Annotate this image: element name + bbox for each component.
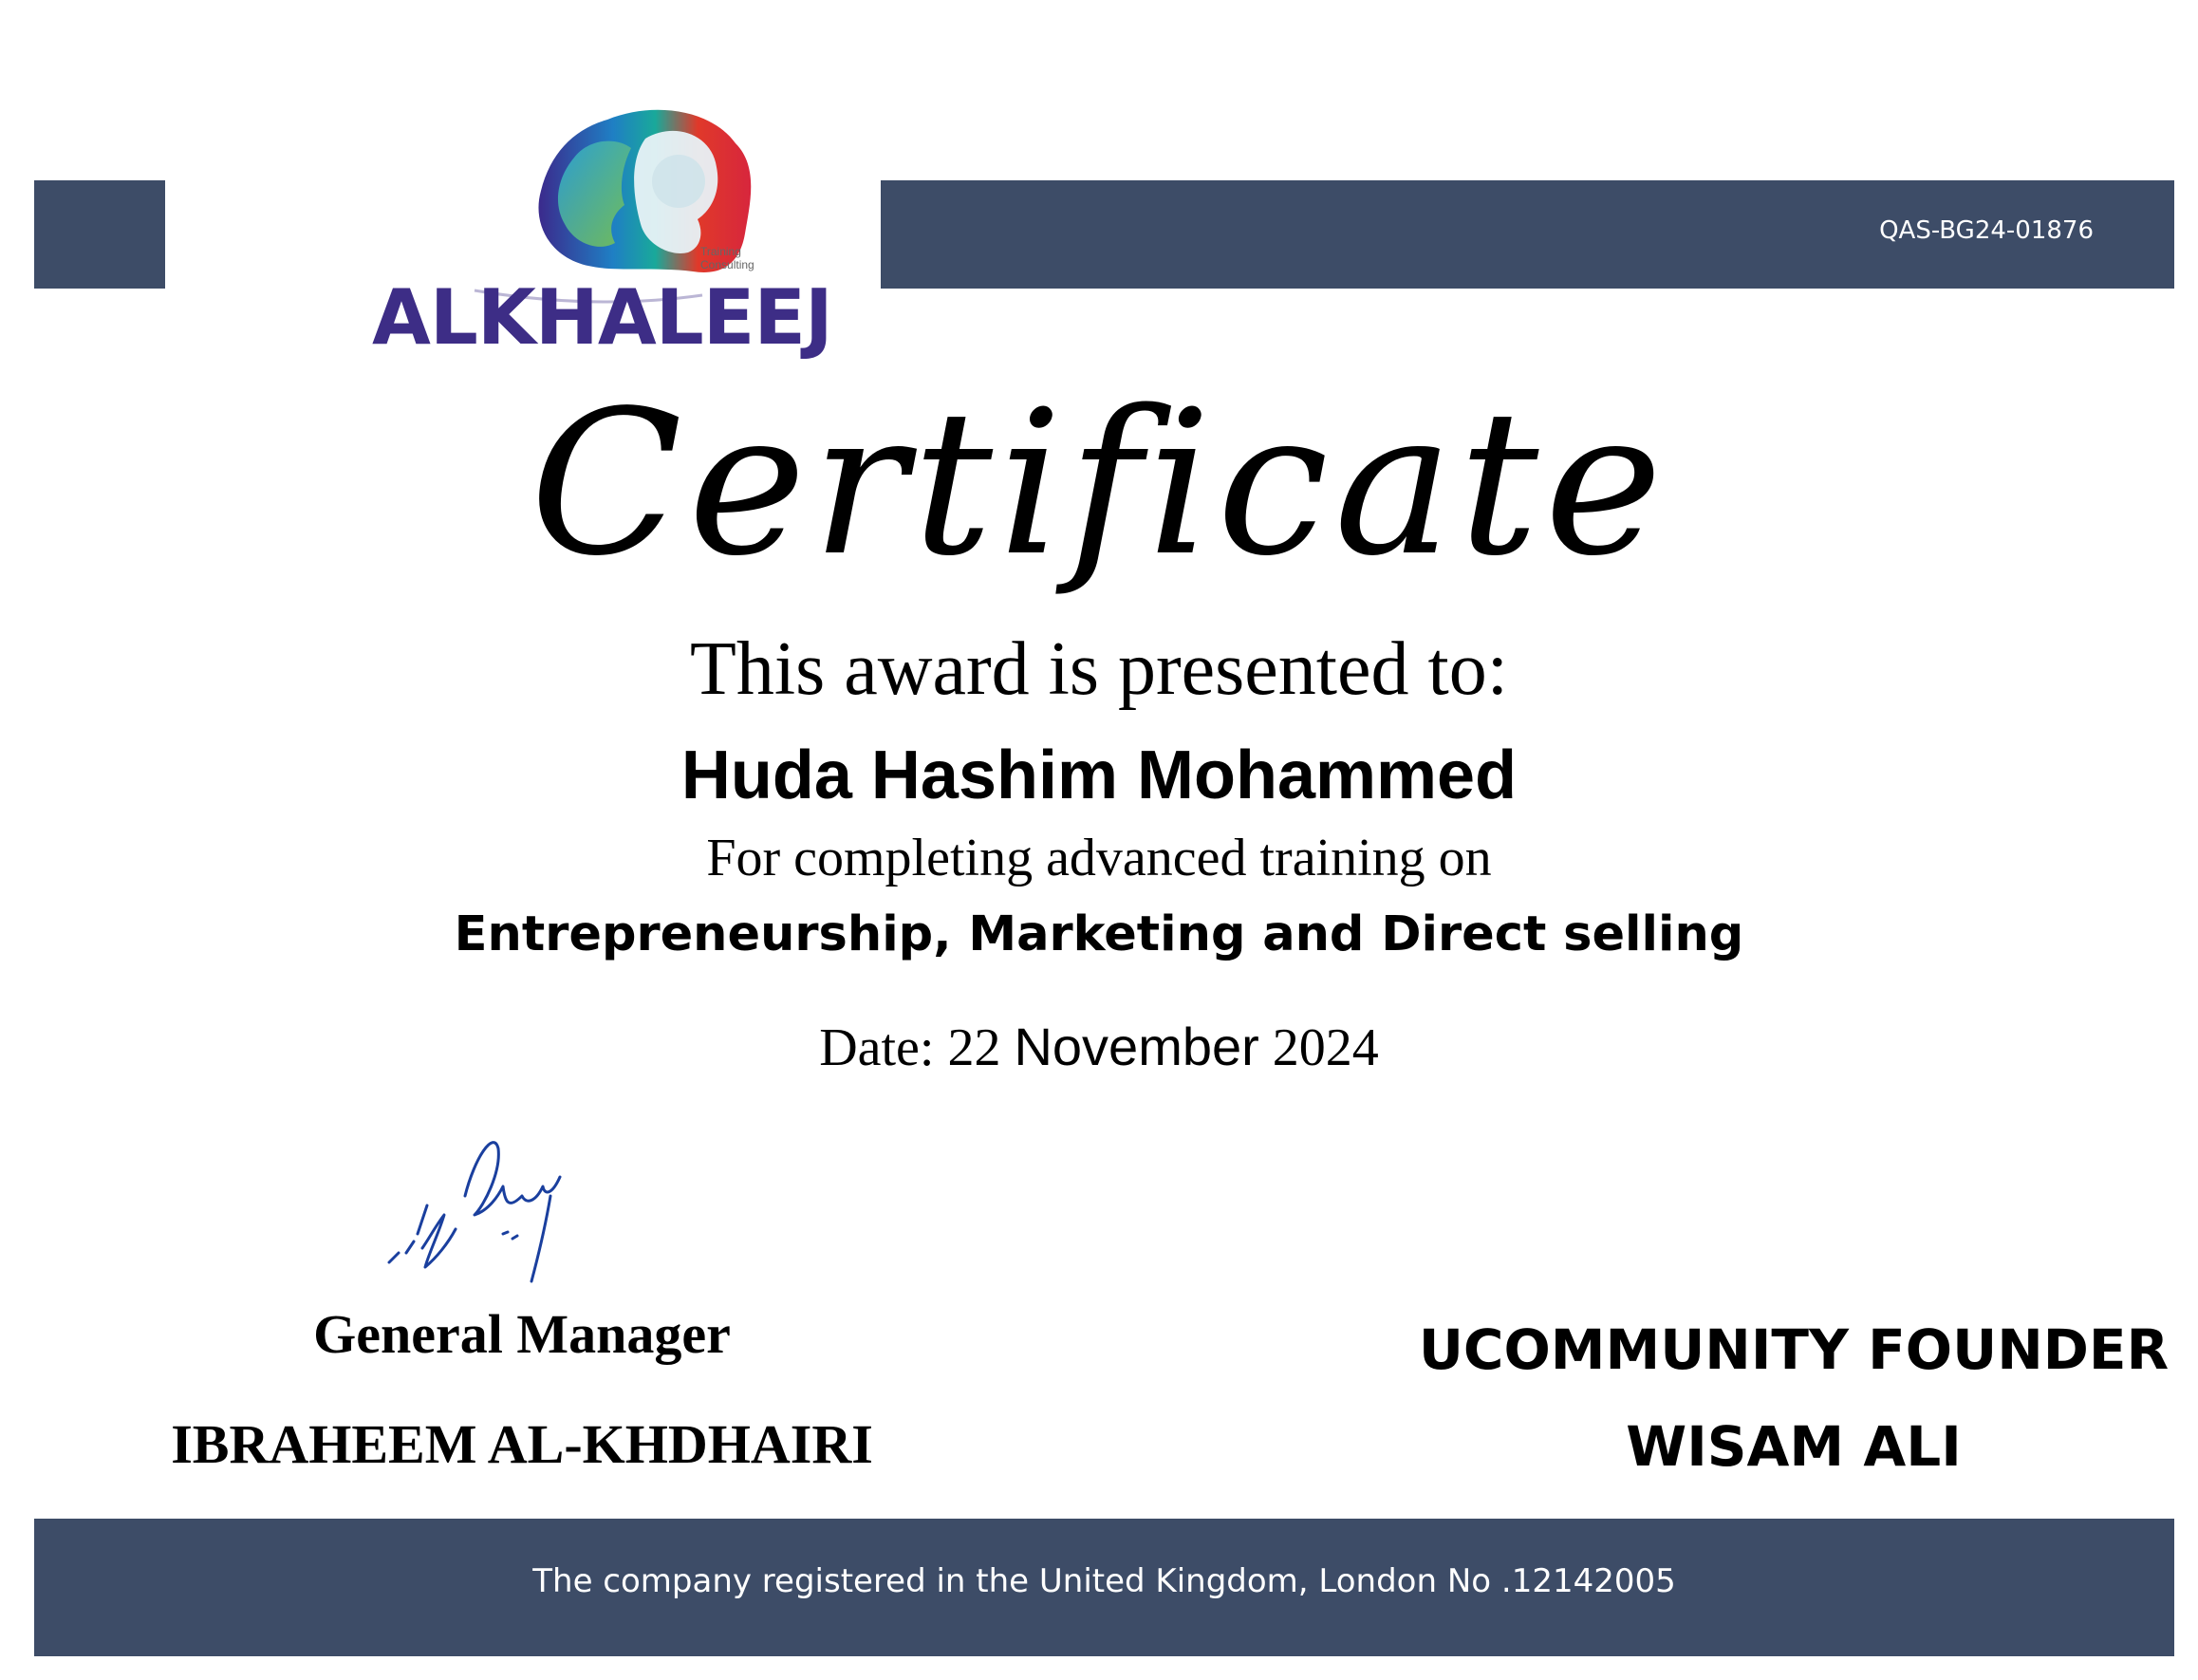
signatory-left-title: General Manager — [313, 1303, 731, 1365]
certificate-title: Certificate — [530, 367, 1668, 600]
logo-subtitle — [700, 245, 767, 271]
date-month: November — [1014, 1017, 1259, 1076]
completing-text: For completing advanced training on — [706, 829, 1492, 887]
signatory-right-title: UCOMMUNITY FOUNDER — [1418, 1317, 2170, 1382]
date-label: Date: — [819, 1018, 935, 1077]
recipient-name: Huda Hashim Mohammed — [680, 737, 1518, 813]
footer-registration-text: The company registered in the United Kingdom, London No .12142005 — [532, 1562, 1676, 1600]
signatory-right-name: WISAM ALI — [1626, 1414, 1962, 1479]
logo-subtitle-line1: Training — [700, 245, 741, 258]
logo-wordmark: ALKHALEEJ — [372, 273, 832, 362]
presented-text: This award is presented to: — [690, 627, 1508, 711]
certificate-code: QAS-BG24-01876 — [1879, 216, 2094, 245]
date-day: 22 — [947, 1018, 1001, 1077]
signatory-left-name: IBRAHEEM AL-KHDHAIRI — [171, 1413, 873, 1475]
course-name: Entrepreneurship, Marketing and Direct selling — [454, 906, 1744, 962]
footer-bar — [34, 1519, 2174, 1656]
logo-subtitle-line2: Consulting — [700, 258, 754, 271]
header-bar-left — [34, 180, 165, 289]
date-line — [0, 1016, 2198, 1078]
date-year: 2024 — [1272, 1018, 1379, 1077]
signature-icon — [370, 1120, 588, 1300]
